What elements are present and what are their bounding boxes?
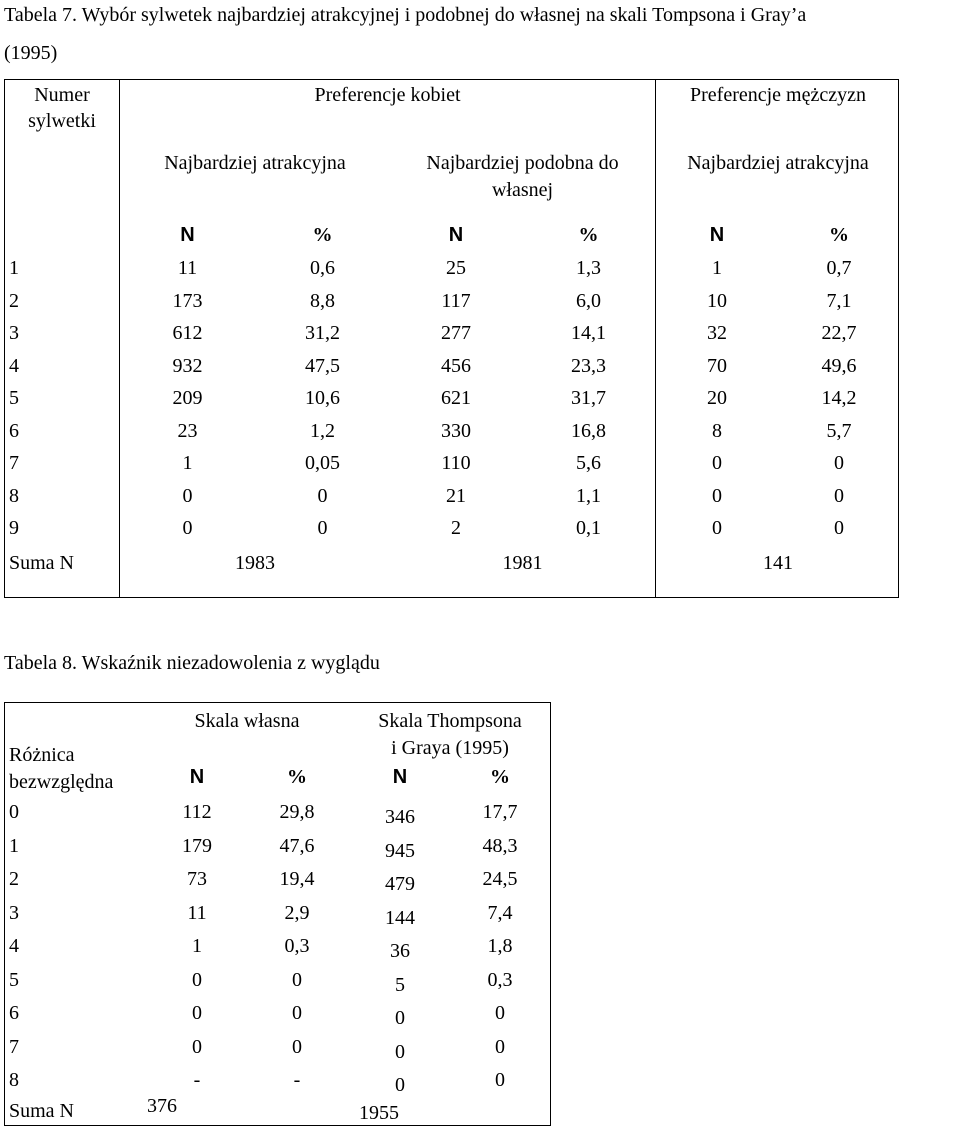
table-cell: 31,7 [571,387,606,409]
table-cell: 6,0 [576,289,601,312]
table-cell: 0 [292,1002,302,1024]
table-cell: 8 [712,419,722,442]
table-cell: 8,8 [310,289,335,312]
header-preferencje-mezczyzn: Preferencje mężczyzn [690,84,866,106]
col-header: N [180,224,195,246]
table-cell: 19,4 [279,868,315,890]
table-cell: 0 [192,1002,202,1024]
table-cell: 0 [495,1035,505,1058]
table-cell: 70 [707,354,727,377]
table-cell: 0,7 [826,257,852,279]
header-bezwzgledna: bezwzględna [9,771,114,793]
col-header: N [709,224,725,246]
table-cell: 36 [390,940,410,962]
col-header: % [578,224,599,246]
table8-caption: Tabela 8. Wskaźnik niezadowolenia z wyglądu [4,652,380,674]
table-cell: 1 [192,935,202,957]
table-cell: 209 [172,387,203,409]
table-cell: 0 [834,452,844,474]
table-cell: 330 [441,419,471,442]
table8 [4,702,551,1126]
row-label: 5 [9,387,19,409]
table-cell: 0,05 [305,452,340,474]
table-cell: 7,4 [487,901,513,924]
row-label: 2 [9,868,19,890]
col-header: N [448,224,464,246]
header-skala-thompsona-cont: i Graya (1995) [391,737,509,759]
sum-cell: 1955 [359,1102,399,1124]
table-cell: 14,1 [571,322,606,344]
table-cell: 456 [441,354,471,377]
table-cell: 0 [712,484,722,507]
table-cell: 932 [172,354,203,377]
row-label: 6 [9,1002,19,1024]
table-cell: 1,2 [310,419,335,442]
table-cell: 48,3 [482,834,518,857]
header-sylwetki: sylwetki [28,110,96,132]
table-cell: 49,6 [821,354,857,377]
table-cell: 0 [712,452,722,474]
table-cell: 0 [495,1069,505,1091]
sum-label: Suma N [9,552,74,574]
header-roznica: Różnica [9,744,75,766]
table-cell: 0 [834,484,844,507]
table-cell: 17,7 [482,801,518,823]
table-cell: 73 [187,868,207,890]
table-cell: - [193,1069,201,1091]
table-cell: 10 [707,289,727,312]
table-cell: 29,8 [279,801,315,823]
table7-caption: Tabela 7. Wybór sylwetek najbardziej atrakcyjnej i podobnej do własnej na skali Tompsona i Gray’a [4,4,807,26]
header-preferencje-kobiet: Preferencje kobiet [314,84,461,106]
table-cell: 5 [395,973,405,996]
row-label: 1 [9,257,19,279]
table-cell: 346 [385,806,415,828]
table-cell: 32 [707,322,727,344]
table-cell: 0 [182,517,193,539]
row-label: 4 [9,354,19,377]
table-cell: 0,3 [487,968,513,991]
table-cell: 11 [177,257,198,279]
table-cell: 612 [172,322,203,344]
table-cell: 5,7 [826,419,852,442]
table-cell: 0 [317,484,328,507]
table-cell: 0,3 [284,935,310,957]
header-k-atrakcyjna: Najbardziej atrakcyjna [164,152,346,174]
table-cell: 0 [395,1007,405,1029]
table-cell: 1,3 [576,257,601,279]
row-label: 7 [9,452,19,474]
table-cell: 0,6 [310,257,335,279]
table-cell: 112 [182,801,212,823]
table-cell: 1 [182,452,193,474]
sum-cell: 1981 [502,552,543,574]
table-cell: 22,7 [821,322,857,344]
header-skala-thompsona: Skala Thompsona [378,710,522,732]
header-skala-wlasna: Skala własna [194,710,300,732]
col-header: % [490,766,510,788]
table-cell: 0 [495,1002,505,1024]
table-cell: 7,1 [826,289,852,312]
sum-cell: 1983 [235,552,275,574]
table-cell: 1,1 [576,484,601,507]
table-cell: 110 [441,452,471,474]
row-label: 8 [9,1069,19,1091]
table-cell: 23 [177,419,198,442]
col-header: % [312,224,333,246]
sum-label: Suma N [9,1100,74,1122]
table-cell: 1 [712,257,722,279]
row-label: 0 [9,801,19,823]
table-cell: 0 [317,517,328,539]
sum-cell: 141 [763,552,793,574]
table-cell: 0,1 [576,517,601,539]
col-header: N [392,766,408,788]
table-cell: 0 [834,517,844,539]
row-label: 3 [9,322,19,344]
table-cell: 11 [187,901,207,924]
table-cell: 47,5 [305,354,340,377]
table-cell: 0 [395,1040,405,1063]
table-cell: 0 [292,1035,302,1058]
table-cell: 25 [446,257,466,279]
header-k-podobna-cont: własnej [491,179,554,201]
table-cell: 23,3 [571,354,606,377]
table-cell: 21 [446,484,466,507]
header-numer: Numer [34,84,90,106]
row-label: 1 [9,834,19,857]
table-cell: 173 [172,289,203,312]
table-cell: 10,6 [305,387,340,409]
table-cell: 0 [192,968,202,991]
row-label: 9 [9,517,19,539]
row-label: 3 [9,901,19,924]
table-cell: 0 [292,968,302,991]
table-cell: 945 [385,839,415,862]
row-label: 4 [9,935,19,957]
table-cell: 14,2 [821,387,857,409]
table-cell: - [293,1069,301,1091]
col-header: N [189,766,205,788]
row-label: 5 [9,968,19,991]
table-cell: 144 [385,906,415,929]
sum-cell: 376 [147,1095,177,1117]
row-label: 8 [9,484,19,507]
table-cell: 31,2 [305,322,340,344]
table7 [4,79,899,598]
table-cell: 621 [441,387,471,409]
table-cell: 1,8 [487,935,513,957]
table-cell: 277 [441,322,471,344]
header-k-podobna: Najbardziej podobna do [426,152,619,174]
table-cell: 0 [182,484,193,507]
table-cell: 179 [182,834,212,857]
table-cell: 2 [451,517,461,539]
row-label: 7 [9,1035,19,1058]
col-header: % [829,224,849,246]
table-cell: 2,9 [284,901,310,924]
table-cell: 479 [385,873,415,895]
table-cell: 0 [192,1035,202,1058]
header-m-atrakcyjna: Najbardziej atrakcyjna [687,152,869,174]
table-cell: 5,6 [576,452,601,474]
table-cell: 0 [712,517,722,539]
row-label: 6 [9,419,19,442]
table-cell: 20 [707,387,727,409]
table-cell: 16,8 [571,419,606,442]
table-cell: 117 [441,289,471,312]
table-cell: 47,6 [279,834,315,857]
table-cell: 0 [395,1074,405,1096]
table-cell: 24,5 [482,868,518,890]
row-label: 2 [9,289,19,312]
table7-caption-cont: (1995) [4,42,58,64]
col-header: % [287,766,307,788]
